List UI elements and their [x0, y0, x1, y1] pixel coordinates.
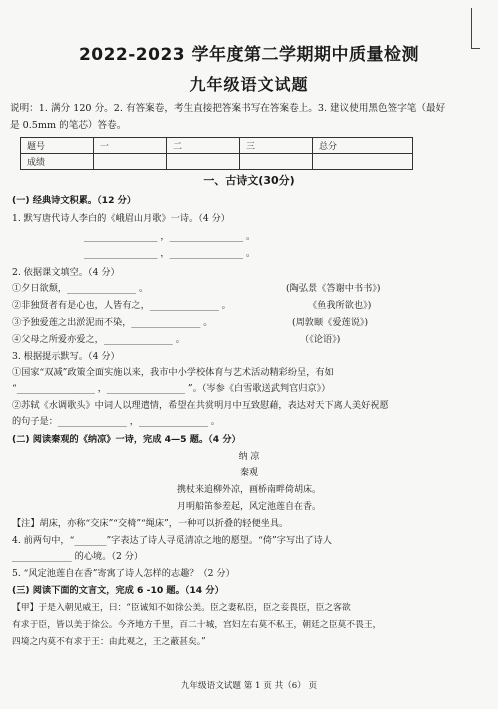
answer-blank[interactable]: ________________ ，________________ 。: [84, 231, 256, 242]
poem-note: 【注】胡床，亦称“交床”“交椅”“绳床”，一种可以折叠的轻便坐具。: [12, 518, 289, 529]
score-cell[interactable]: [313, 154, 413, 170]
score-table-score-row: [21, 154, 413, 170]
score-cell: 一: [94, 138, 167, 154]
score-table: [20, 137, 413, 170]
exam-instructions: 说明：1. 满分 120 分。2. 有答案卷，考生直接把答案书写在答案卷上。3. 建议使用黑色签字笔（最好是 0.5mm 的笔芯）答卷。: [10, 103, 446, 131]
question-3b-line2[interactable]: 的句子是：_______________ ，_______________ 。: [12, 416, 220, 427]
question-3a-line2[interactable]: “_________________ ，_________________ ”。（岑参《白雪歌送武判官归京》）: [12, 383, 331, 394]
fill-source: （《论语》): [300, 334, 341, 345]
poem-line: 携杖来追柳外凉，画桥南畔倚胡床。: [176, 485, 321, 495]
question-3a-line1: ①国家“双减”政策全面实施以来，我市中小学校体育与艺术活动精彩纷呈，有如: [12, 367, 334, 378]
question-4-line1[interactable]: 4. 前两句中，“_______”字表达了诗人寻觅清凉之地的愿望。“倚”字写出了诗人: [12, 535, 332, 546]
classical-text-line: 四境之内莫不有求于王：由此观之，王之蔽甚矣。”: [12, 637, 206, 647]
question-3b-line1: ②苏轼《水调歌头》中词人以理遣情，希望在共赏明月中互致慰藉，表达对天下离人美好祝愿: [12, 400, 389, 411]
fill-item[interactable]: ②非独贤者有是心也，人皆有之，_______________ 。: [12, 300, 231, 311]
score-cell[interactable]: [167, 154, 240, 170]
question-2: 2. 依据课文填空。（4 分）: [12, 267, 120, 278]
score-cell: 题号: [21, 138, 94, 154]
question-4-line2[interactable]: _____________ 的心境。（2 分）: [12, 551, 144, 562]
classical-text-line: 【甲】于是入朝见威王，曰：“臣诚知不如徐公美。臣之妻私臣，臣之妾畏臣，臣之客欲: [12, 603, 351, 613]
score-cell: 三: [240, 138, 313, 154]
question-5: 5. “风定池莲自在香”寄寓了诗人怎样的志趣？（2 分）: [12, 568, 235, 579]
score-cell: 二: [167, 138, 240, 154]
score-cell: 成绩: [21, 154, 94, 170]
score-cell[interactable]: [94, 154, 167, 170]
part-title: (二) 阅读秦观的《纳凉》一诗，完成 4—5 题。（4 分）: [12, 434, 241, 445]
score-cell[interactable]: [240, 154, 313, 170]
fill-item[interactable]: ④父母之所爱亦爱之，_______________ 。: [12, 334, 185, 345]
part-title: (三) 阅读下面的文言文，完成 6 -10 题。（14 分）: [12, 585, 224, 596]
exam-subtitle: 九年级语文试题: [189, 75, 309, 94]
score-cell: 总分: [313, 138, 413, 154]
poem-author: 秦观: [239, 468, 258, 478]
page-footer: 九年级语文试题 第 1 页 共（6） 页: [180, 681, 318, 691]
part-title: (一) 经典诗文积累。（12 分）: [12, 195, 137, 206]
classical-text-line: 有求于臣，皆以美于徐公。今齐地方千里，百二十城，宫妇左右莫不私王，朝廷之臣莫不畏王，: [12, 620, 382, 630]
fill-item[interactable]: ③予独爱莲之出淤泥而不染，_______________ 。: [12, 317, 213, 328]
poem-title: 纳 凉: [238, 452, 260, 462]
answer-blank[interactable]: ________________ ，________________ 。: [84, 248, 256, 259]
poem-line: 月明船笛参差起，风定池莲自在香。: [176, 502, 321, 512]
exam-title: 2022-2023 学年度第二学期期中质量检测: [78, 45, 420, 65]
fill-item[interactable]: ①夕日欲颓，_______________ 。: [12, 283, 149, 294]
score-table-header-row: [21, 138, 413, 154]
fill-source: (陶弘景《答谢中书书》): [286, 283, 381, 294]
question-3: 3. 根据提示默写。（4 分）: [12, 351, 120, 362]
question-1: 1. 默写唐代诗人李白的《峨眉山月歌》一诗。（4 分）: [12, 213, 230, 224]
fill-source: 《鱼我所欲也》): [308, 300, 372, 311]
section-title: 一、古诗文(30分): [203, 174, 295, 187]
fill-source: (周敦颐《爱莲说》): [292, 317, 369, 328]
